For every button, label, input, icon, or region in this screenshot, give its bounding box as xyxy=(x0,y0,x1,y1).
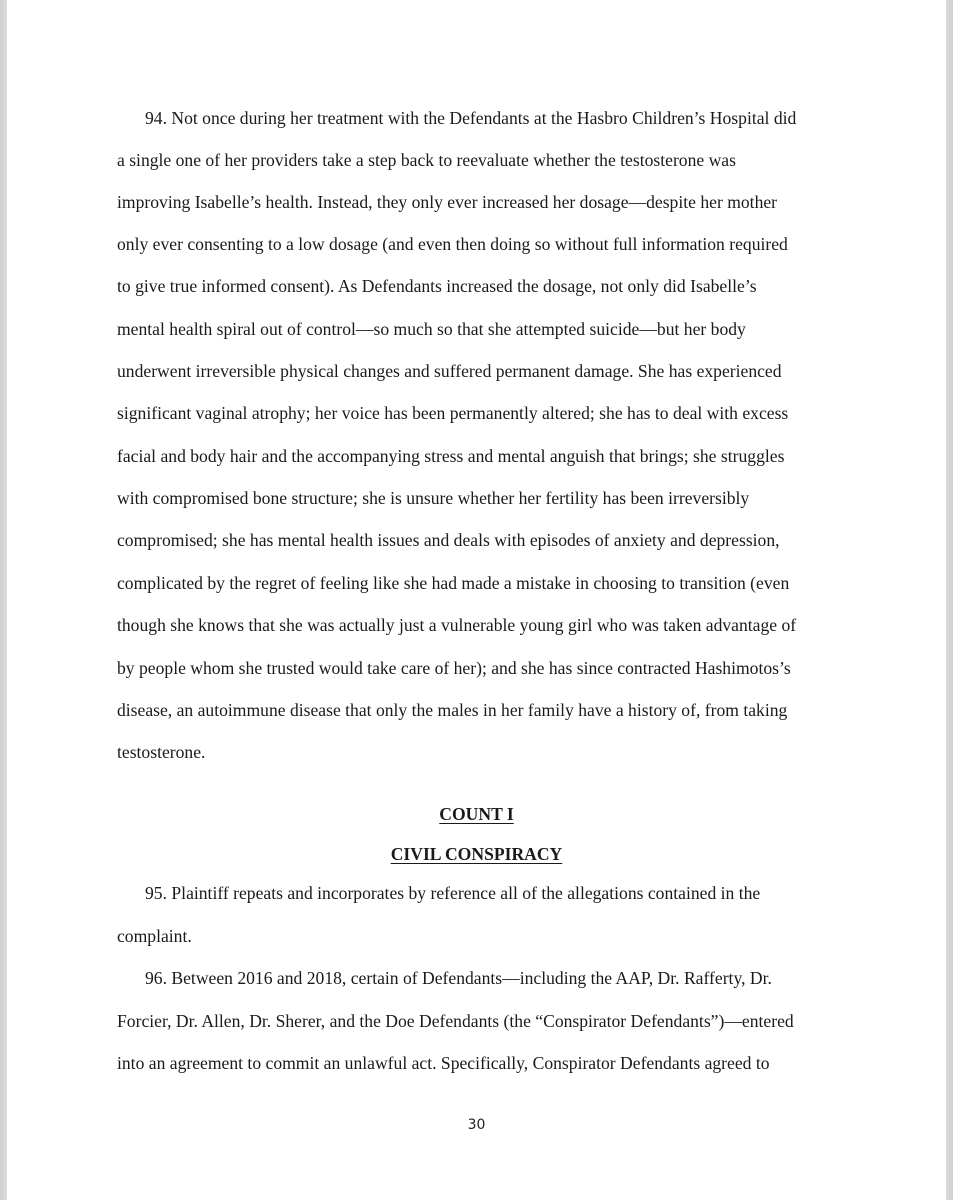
paragraph-line: significant vaginal atrophy; her voice has been permanently altered; she has to deal with excess xyxy=(117,403,789,423)
count-heading xyxy=(0,803,953,825)
paragraph-line: with compromised bone structure; she is unsure whether her fertility has been irreversibly xyxy=(117,488,750,508)
count-title xyxy=(0,843,953,865)
paragraph-line: a single one of her providers take a step back to reevaluate whether the testosterone was xyxy=(117,150,736,170)
paragraph-line: facial and body hair and the accompanying stress and mental anguish that brings; she struggles xyxy=(117,446,785,466)
paragraph-line: 94. Not once during her treatment with the Defendants at the Hasbro Children’s Hospital did xyxy=(145,108,797,128)
paragraph-line: underwent irreversible physical changes and suffered permanent damage. She has experienced xyxy=(117,361,782,381)
paragraph-line: 96. Between 2016 and 2018, certain of Defendants—including the AAP, Dr. Rafferty, Dr. xyxy=(145,968,772,988)
paragraph-line: only ever consenting to a low dosage (and even then doing so without full information required xyxy=(117,234,788,254)
paragraph-line: testosterone. xyxy=(117,742,206,762)
paragraph-line: though she knows that she was actually just a vulnerable young girl who was taken advantage of xyxy=(117,615,797,635)
paragraph-line: 95. Plaintiff repeats and incorporates by reference all of the allegations contained in the xyxy=(145,883,761,903)
paragraph-line: Forcier, Dr. Allen, Dr. Sherer, and the Doe Defendants (the “Conspirator Defendants”)—entered xyxy=(117,1011,794,1031)
paragraph-line: mental health spiral out of control—so much so that she attempted suicide—but her body xyxy=(117,319,746,339)
paragraph-line: compromised; she has mental health issues and deals with episodes of anxiety and depression, xyxy=(117,530,780,550)
count-title-text: CIVIL CONSPIRACY xyxy=(390,844,563,864)
paragraph-line: to give true informed consent). As Defendants increased the dosage, not only did Isabelle’s xyxy=(117,276,757,296)
paragraph-line: improving Isabelle’s health. Instead, they only ever increased her dosage—despite her mother xyxy=(117,192,778,212)
count-heading-text: COUNT I xyxy=(439,804,514,824)
page-edge-left xyxy=(0,0,7,1200)
paragraph-line: into an agreement to commit an unlawful act. Specifically, Conspirator Defendants agreed to xyxy=(117,1053,770,1073)
paragraph-line: disease, an autoimmune disease that only the males in her family have a history of, from taking xyxy=(117,700,788,720)
paragraph-line: complaint. xyxy=(117,926,192,946)
page-number: 30 xyxy=(467,1117,486,1133)
paragraph-line: by people whom she trusted would take care of her); and she has since contracted Hashimotos’s xyxy=(117,658,791,678)
page-edge-right xyxy=(946,0,953,1200)
paragraph-line: complicated by the regret of feeling like she had made a mistake in choosing to transition (even xyxy=(117,573,790,593)
